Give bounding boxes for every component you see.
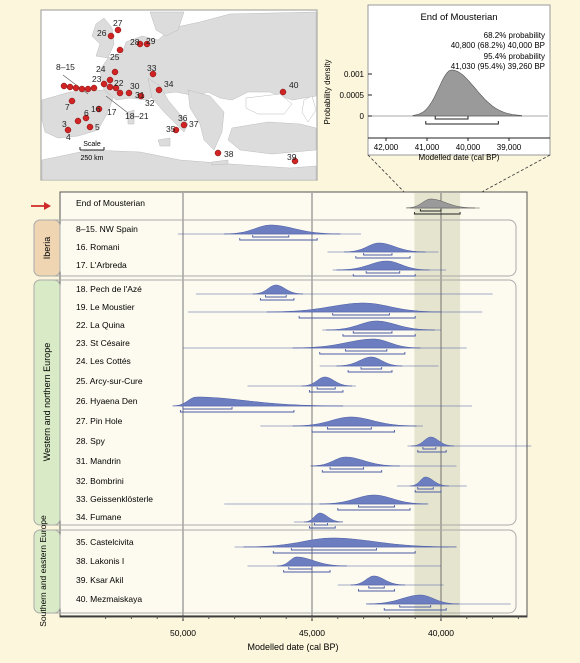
row-label: 35. Castelcivita — [76, 537, 134, 547]
inset-legend-2: 40,800 (68.2%) 40,000 BP — [450, 41, 545, 50]
highlight-band — [414, 193, 460, 616]
site-label: 16 — [91, 104, 101, 114]
row-label: 34. Fumane — [76, 512, 122, 522]
row-label: 27. Pin Hole — [76, 416, 123, 426]
row-label: 23. St Césaire — [76, 338, 130, 348]
inset-ylabel: Probability density — [323, 59, 332, 125]
site-label: 27 — [113, 18, 123, 28]
main-xtick: 40,000 — [428, 628, 454, 638]
site-label: 31 — [135, 90, 145, 100]
map-scale-distance: 250 km — [80, 155, 104, 162]
inset-legend-4: 41,030 (95.4%) 39,260 BP — [450, 62, 545, 71]
site-label: 3 — [62, 119, 67, 129]
inset-ytick: 0.001 — [343, 70, 364, 79]
site-label: 35 — [166, 124, 176, 134]
row-label: End of Mousterian — [76, 198, 145, 208]
inset-legend-3: 95.4% probability — [483, 52, 545, 61]
main-xtick: 50,000 — [170, 628, 196, 638]
site-label: 36 — [178, 113, 188, 123]
inset-xtick: 41,000 — [414, 143, 440, 152]
main-xlabel: Modelled date (cal BP) — [247, 642, 339, 652]
inset-legend-1: 68.2% probability — [483, 31, 545, 40]
site-label: 23 — [92, 74, 102, 84]
site-label: 25 — [110, 52, 120, 62]
row-label: 32. Bombrini — [76, 476, 124, 486]
inset-title: End of Mousterian — [420, 12, 498, 23]
red-arrow-icon — [31, 202, 51, 210]
inset-xtick: 40,000 — [455, 143, 481, 152]
site-label: 24 — [96, 64, 106, 74]
row-label: 26. Hyaena Den — [76, 396, 138, 406]
row-label: 39. Ksar Akil — [76, 575, 124, 585]
site-label: 4 — [66, 132, 71, 142]
site-label: 39 — [287, 152, 297, 162]
site-label: 38 — [224, 149, 234, 159]
group-label-western-text: Western and northern Europe — [42, 342, 52, 462]
inset-ytick: 0.0005 — [339, 91, 364, 100]
group-label-southern-line: Southern and eastern Europe — [38, 515, 48, 627]
map-scale-label: Scale — [83, 141, 101, 148]
site-label: 8–15 — [56, 62, 75, 72]
row-label: 25. Arcy-sur-Cure — [76, 376, 143, 386]
site-label: 34 — [164, 79, 174, 89]
group-label-iberia-text: Iberia — [42, 236, 52, 260]
inset-chart — [323, 5, 550, 162]
row-label: 16. Romani — [76, 242, 120, 252]
europe-map — [41, 10, 317, 180]
site-label: 37 — [189, 119, 199, 129]
site-label: 6 — [84, 108, 89, 118]
site-label: 5 — [95, 122, 100, 132]
site-label: 22 — [114, 78, 124, 88]
row-label: 33. Geissenklösterle — [76, 494, 154, 504]
inset-xlabel: Modelled date (cal BP) — [418, 153, 500, 162]
site-label: 33 — [147, 63, 157, 73]
site-label: 28 — [130, 37, 140, 47]
inset-ytick: 0 — [359, 112, 364, 121]
main-chart — [34, 192, 531, 652]
row-label: 22. La Quina — [76, 320, 125, 330]
inset-xtick: 42,000 — [373, 143, 399, 152]
site-label: 40 — [289, 80, 299, 90]
site-label: 30 — [130, 81, 140, 91]
site-label: 17 — [107, 107, 117, 117]
row-label: 31. Mandrin — [76, 456, 121, 466]
row-label: 28. Spy — [76, 436, 105, 446]
site-label: 29 — [146, 36, 156, 46]
row-label: 38. Lakonis I — [76, 556, 125, 566]
inset-xtick: 39,000 — [496, 143, 522, 152]
row-label: 24. Les Cottés — [76, 356, 131, 366]
site-label: 26 — [97, 28, 107, 38]
row-label: 40. Mezmaiskaya — [76, 594, 143, 604]
row-label: 8–15. NW Spain — [76, 224, 138, 234]
site-label: 7 — [65, 102, 70, 112]
row-label: 18. Pech de l'Azé — [76, 284, 142, 294]
main-xtick: 45,000 — [299, 628, 325, 638]
group-label-southern-text — [38, 515, 48, 627]
row-label: 17. L'Arbreda — [76, 260, 127, 270]
row-label: 19. Le Moustier — [76, 302, 135, 312]
site-label: 32 — [145, 98, 155, 108]
site-label: 18–21 — [125, 111, 149, 121]
